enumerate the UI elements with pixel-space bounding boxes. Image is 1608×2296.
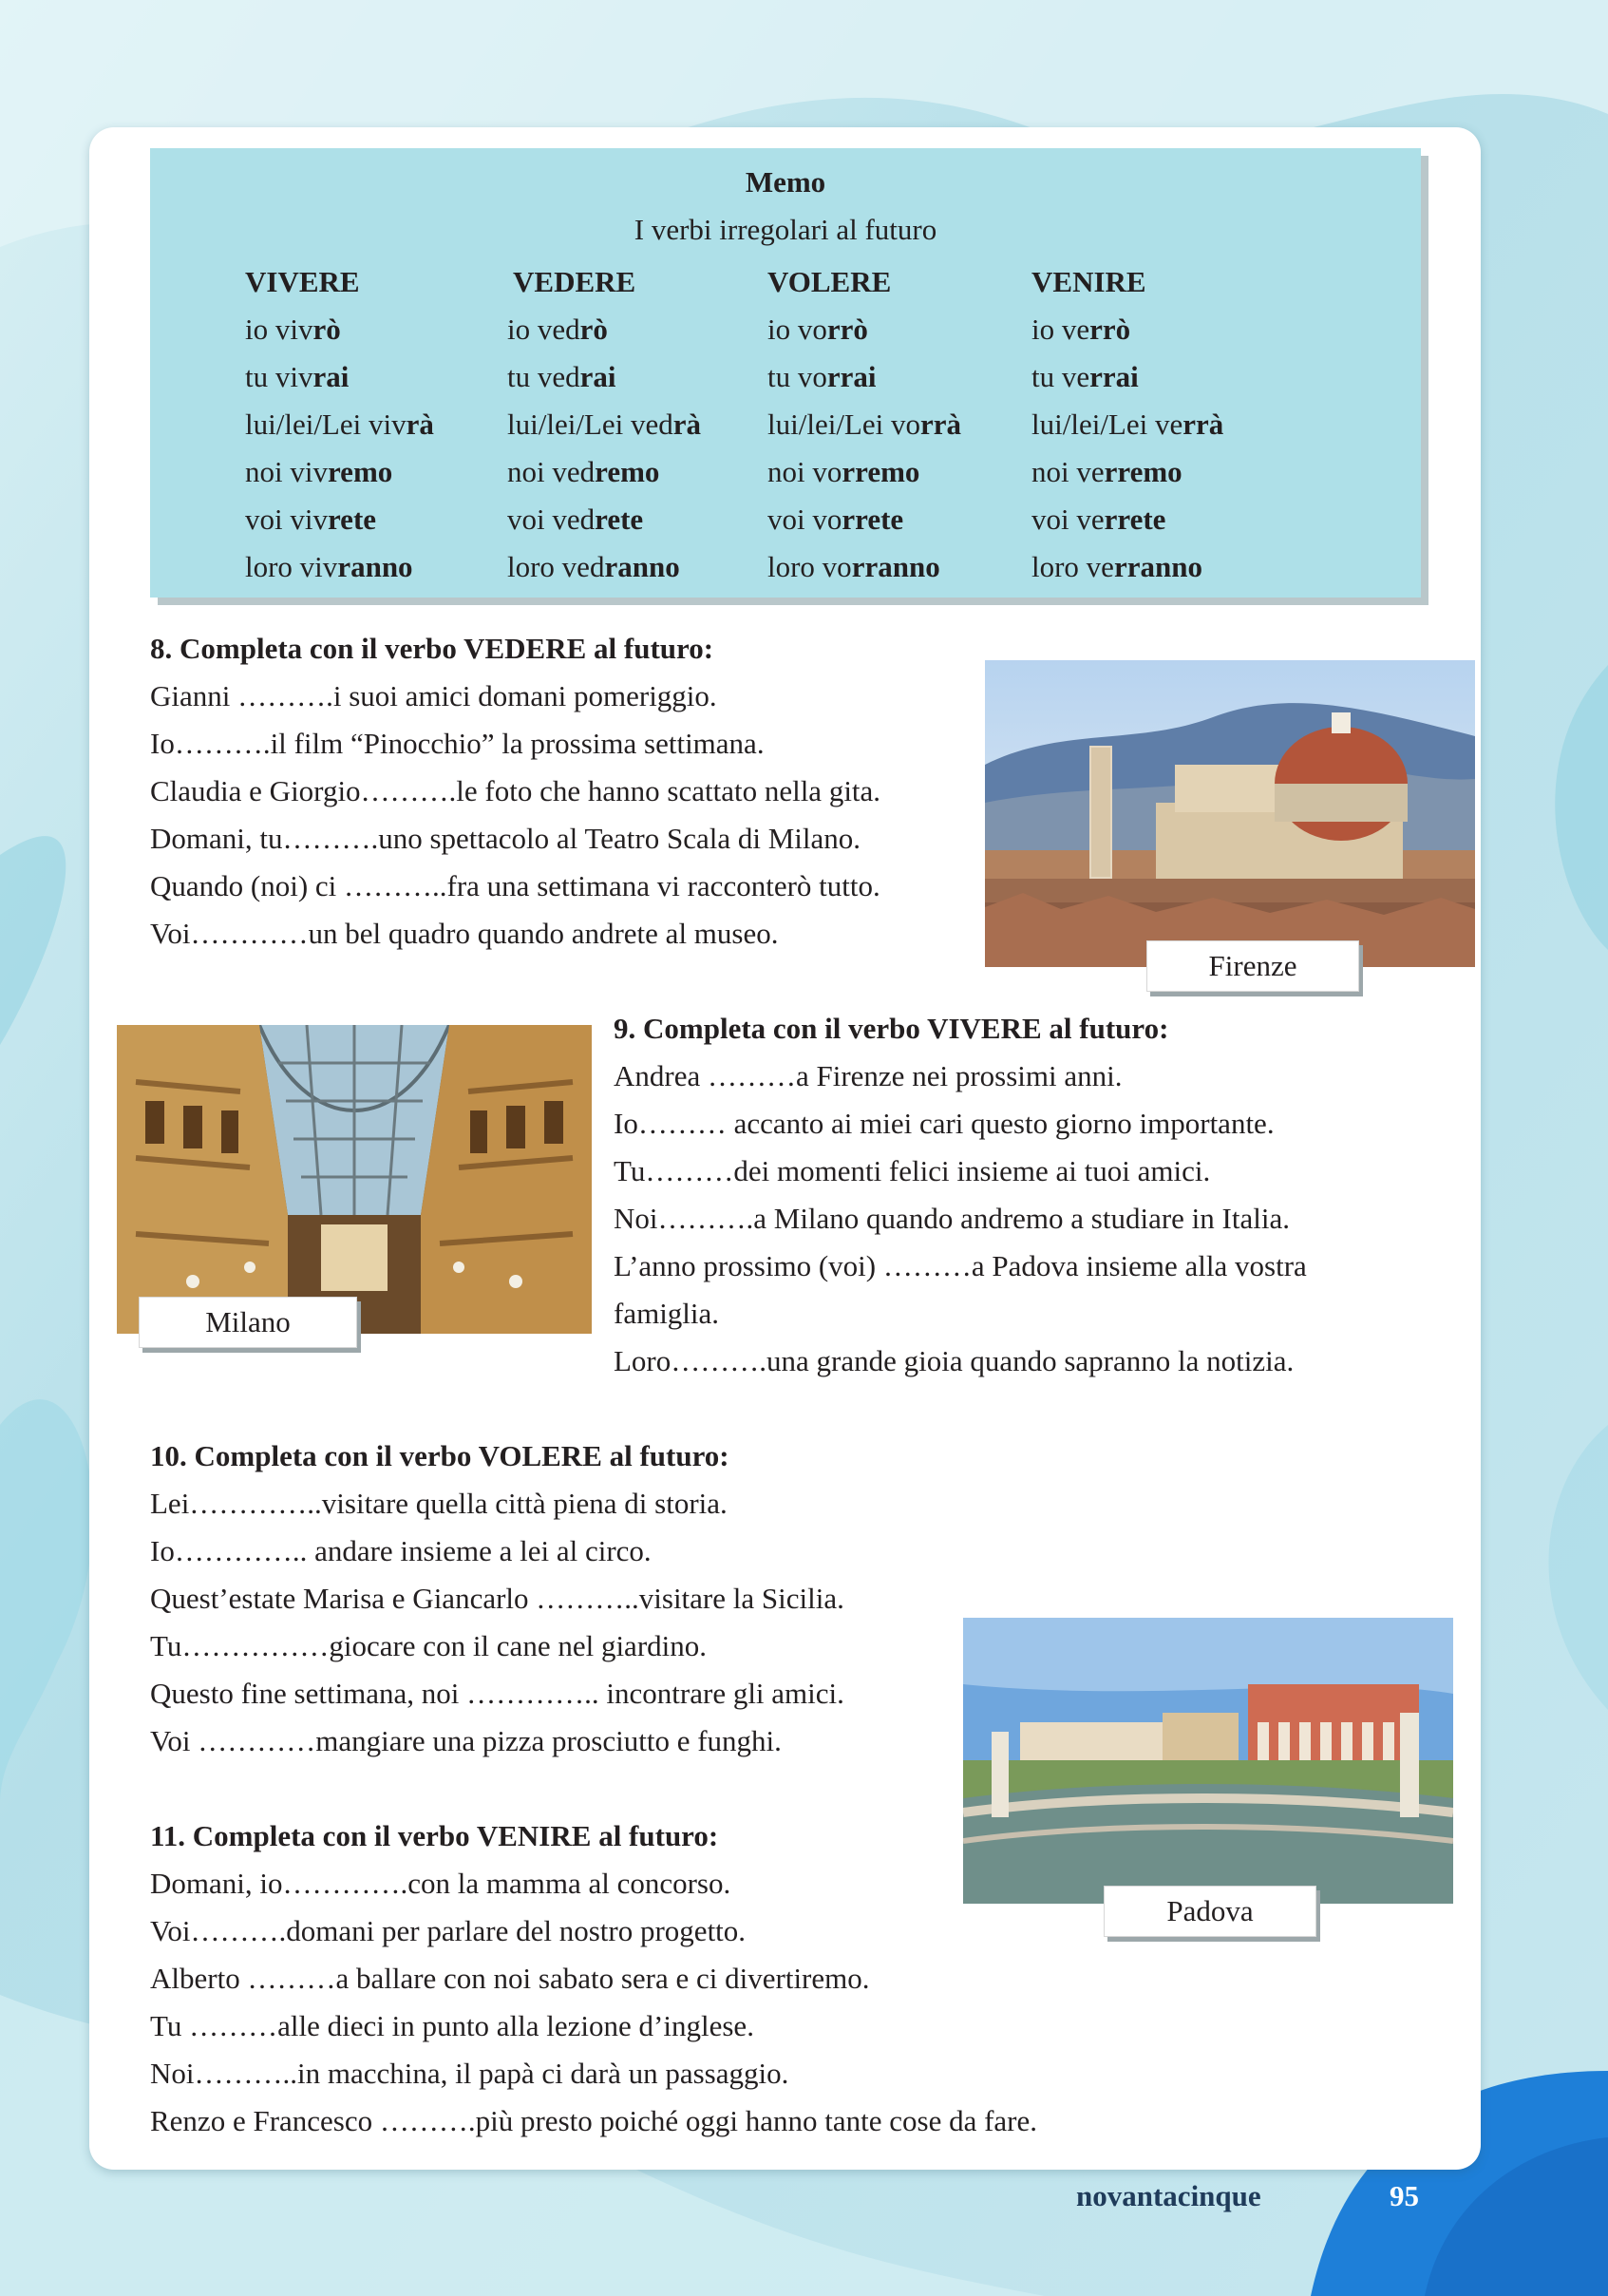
verb-header: VEDERE <box>513 265 636 298</box>
exercise-line: Io……….il film “Pinocchio” la prossima settimana. <box>150 727 765 760</box>
exercise-line: Tu……………giocare con il cane nel giardino. <box>150 1629 708 1662</box>
firenze-photo <box>985 660 1475 967</box>
verb-column-vivere <box>245 258 434 591</box>
verb-form: voi verrete <box>1031 503 1166 536</box>
exercise-8 <box>150 625 880 958</box>
verb-form: loro vorranno <box>767 550 940 583</box>
exercise-line: Claudia e Giorgio……….le foto che hanno scattato nella gita. <box>150 774 881 807</box>
verb-form: noi vorremo <box>767 455 920 488</box>
milano-caption: Milano <box>139 1297 357 1348</box>
memo-title: Memo <box>745 165 826 199</box>
padova-caption: Padova <box>1104 1886 1316 1937</box>
exercise-line: Noi………..in macchina, il papà ci darà un passaggio. <box>150 2057 789 2090</box>
page-number: 95 <box>1390 2179 1419 2212</box>
memo-subtitle: I verbi irregolari al futuro <box>634 213 937 246</box>
verb-form: lui/lei/Lei vedrà <box>507 408 702 441</box>
milano-photo <box>117 1025 592 1334</box>
exercise-10 <box>150 1433 844 1765</box>
verb-header: VOLERE <box>767 265 892 298</box>
verb-form: tu vorrai <box>767 360 877 393</box>
exercise-line: Andrea ………a Firenze nei prossimi anni. <box>614 1059 1123 1092</box>
verb-form: voi vivrete <box>245 503 377 536</box>
verb-column-vedere <box>507 258 701 591</box>
memo-box <box>150 148 1421 598</box>
verb-form: noi verremo <box>1031 455 1182 488</box>
exercise-line: Gianni ……….i suoi amici domani pomeriggio. <box>150 679 717 712</box>
verb-form: loro verranno <box>1031 550 1202 583</box>
verb-column-volere <box>767 258 961 591</box>
verb-form: io vivrò <box>245 313 341 346</box>
verb-form: tu vivrai <box>245 360 350 393</box>
exercise-line: Io……… accanto ai miei cari questo giorno importante. <box>614 1107 1275 1140</box>
verb-form: voi vorrete <box>767 503 904 536</box>
exercise-line: Tu ………alle dieci in punto alla lezione d’inglese. <box>150 2009 754 2042</box>
firenze-caption: Firenze <box>1146 940 1359 992</box>
exercise-line: Loro……….una grande gioia quando sapranno la notizia. <box>614 1344 1295 1377</box>
exercise-title: 8. Completa con il verbo VEDERE al futuro: <box>150 632 714 665</box>
verb-column-venire <box>1031 258 1223 591</box>
verb-form: voi vedrete <box>507 503 644 536</box>
exercise-line: Domani, tu……….uno spettacolo al Teatro Scala di Milano. <box>150 822 861 855</box>
exercise-line: L’anno prossimo (voi) ………a Padova insieme alla vostra <box>614 1249 1307 1282</box>
exercise-line: Alberto ………a ballare con noi sabato sera e ci divertiremo. <box>150 1962 870 1995</box>
verb-form: io vorrò <box>767 313 868 346</box>
exercise-line: Voi …………mangiare una pizza prosciutto e funghi. <box>150 1724 782 1757</box>
verb-header: VENIRE <box>1031 265 1146 298</box>
verb-form: loro vivranno <box>245 550 413 583</box>
verb-form: lui/lei/Lei verrà <box>1031 408 1224 441</box>
exercise-line: Lei…………..visitare quella città piena di storia. <box>150 1487 728 1520</box>
exercise-9 <box>614 1005 1307 1385</box>
exercise-title: 10. Completa con il verbo VOLERE al futuro: <box>150 1439 729 1472</box>
exercise-line: Domani, io………….con la mamma al concorso. <box>150 1867 731 1900</box>
verb-header: VIVERE <box>245 265 360 298</box>
exercise-title: 9. Completa con il verbo VIVERE al futuro: <box>614 1012 1169 1045</box>
exercise-line: Io………….. andare insieme a lei al circo. <box>150 1534 652 1567</box>
exercise-line: Renzo e Francesco ……….più presto poiché oggi hanno tante cose da fare. <box>150 2104 1037 2137</box>
verb-form: io vedrò <box>507 313 608 346</box>
exercise-line: Quando (noi) ci ………..fra una settimana vi racconterò tutto. <box>150 869 880 902</box>
exercise-line: famiglia. <box>614 1297 720 1330</box>
exercise-title: 11. Completa con il verbo VENIRE al futuro: <box>150 1819 719 1852</box>
exercise-line: Questo fine settimana, noi ………….. incontrare gli amici. <box>150 1677 844 1710</box>
exercise-line: Voi…………un bel quadro quando andrete al museo. <box>150 917 779 950</box>
verb-form: noi vivremo <box>245 455 393 488</box>
exercise-line: Voi……….domani per parlare del nostro progetto. <box>150 1914 747 1947</box>
verb-form: lui/lei/Lei vivrà <box>245 408 434 441</box>
verb-form: noi vedremo <box>507 455 660 488</box>
exercise-line: Quest’estate Marisa e Giancarlo ………..visitare la Sicilia. <box>150 1582 844 1615</box>
verb-form: loro vedranno <box>507 550 680 583</box>
exercise-line: Noi……….a Milano quando andremo a studiare in Italia. <box>614 1202 1290 1235</box>
verb-form: tu vedrai <box>507 360 616 393</box>
page-number-word: novantacinque <box>1076 2179 1261 2212</box>
verb-form: io verrò <box>1031 313 1131 346</box>
exercise-11 <box>150 1812 1037 2145</box>
verb-form: tu verrai <box>1031 360 1139 393</box>
exercise-line: Tu………dei momenti felici insieme ai tuoi amici. <box>614 1154 1211 1187</box>
verb-form: lui/lei/Lei vorrà <box>767 408 962 441</box>
